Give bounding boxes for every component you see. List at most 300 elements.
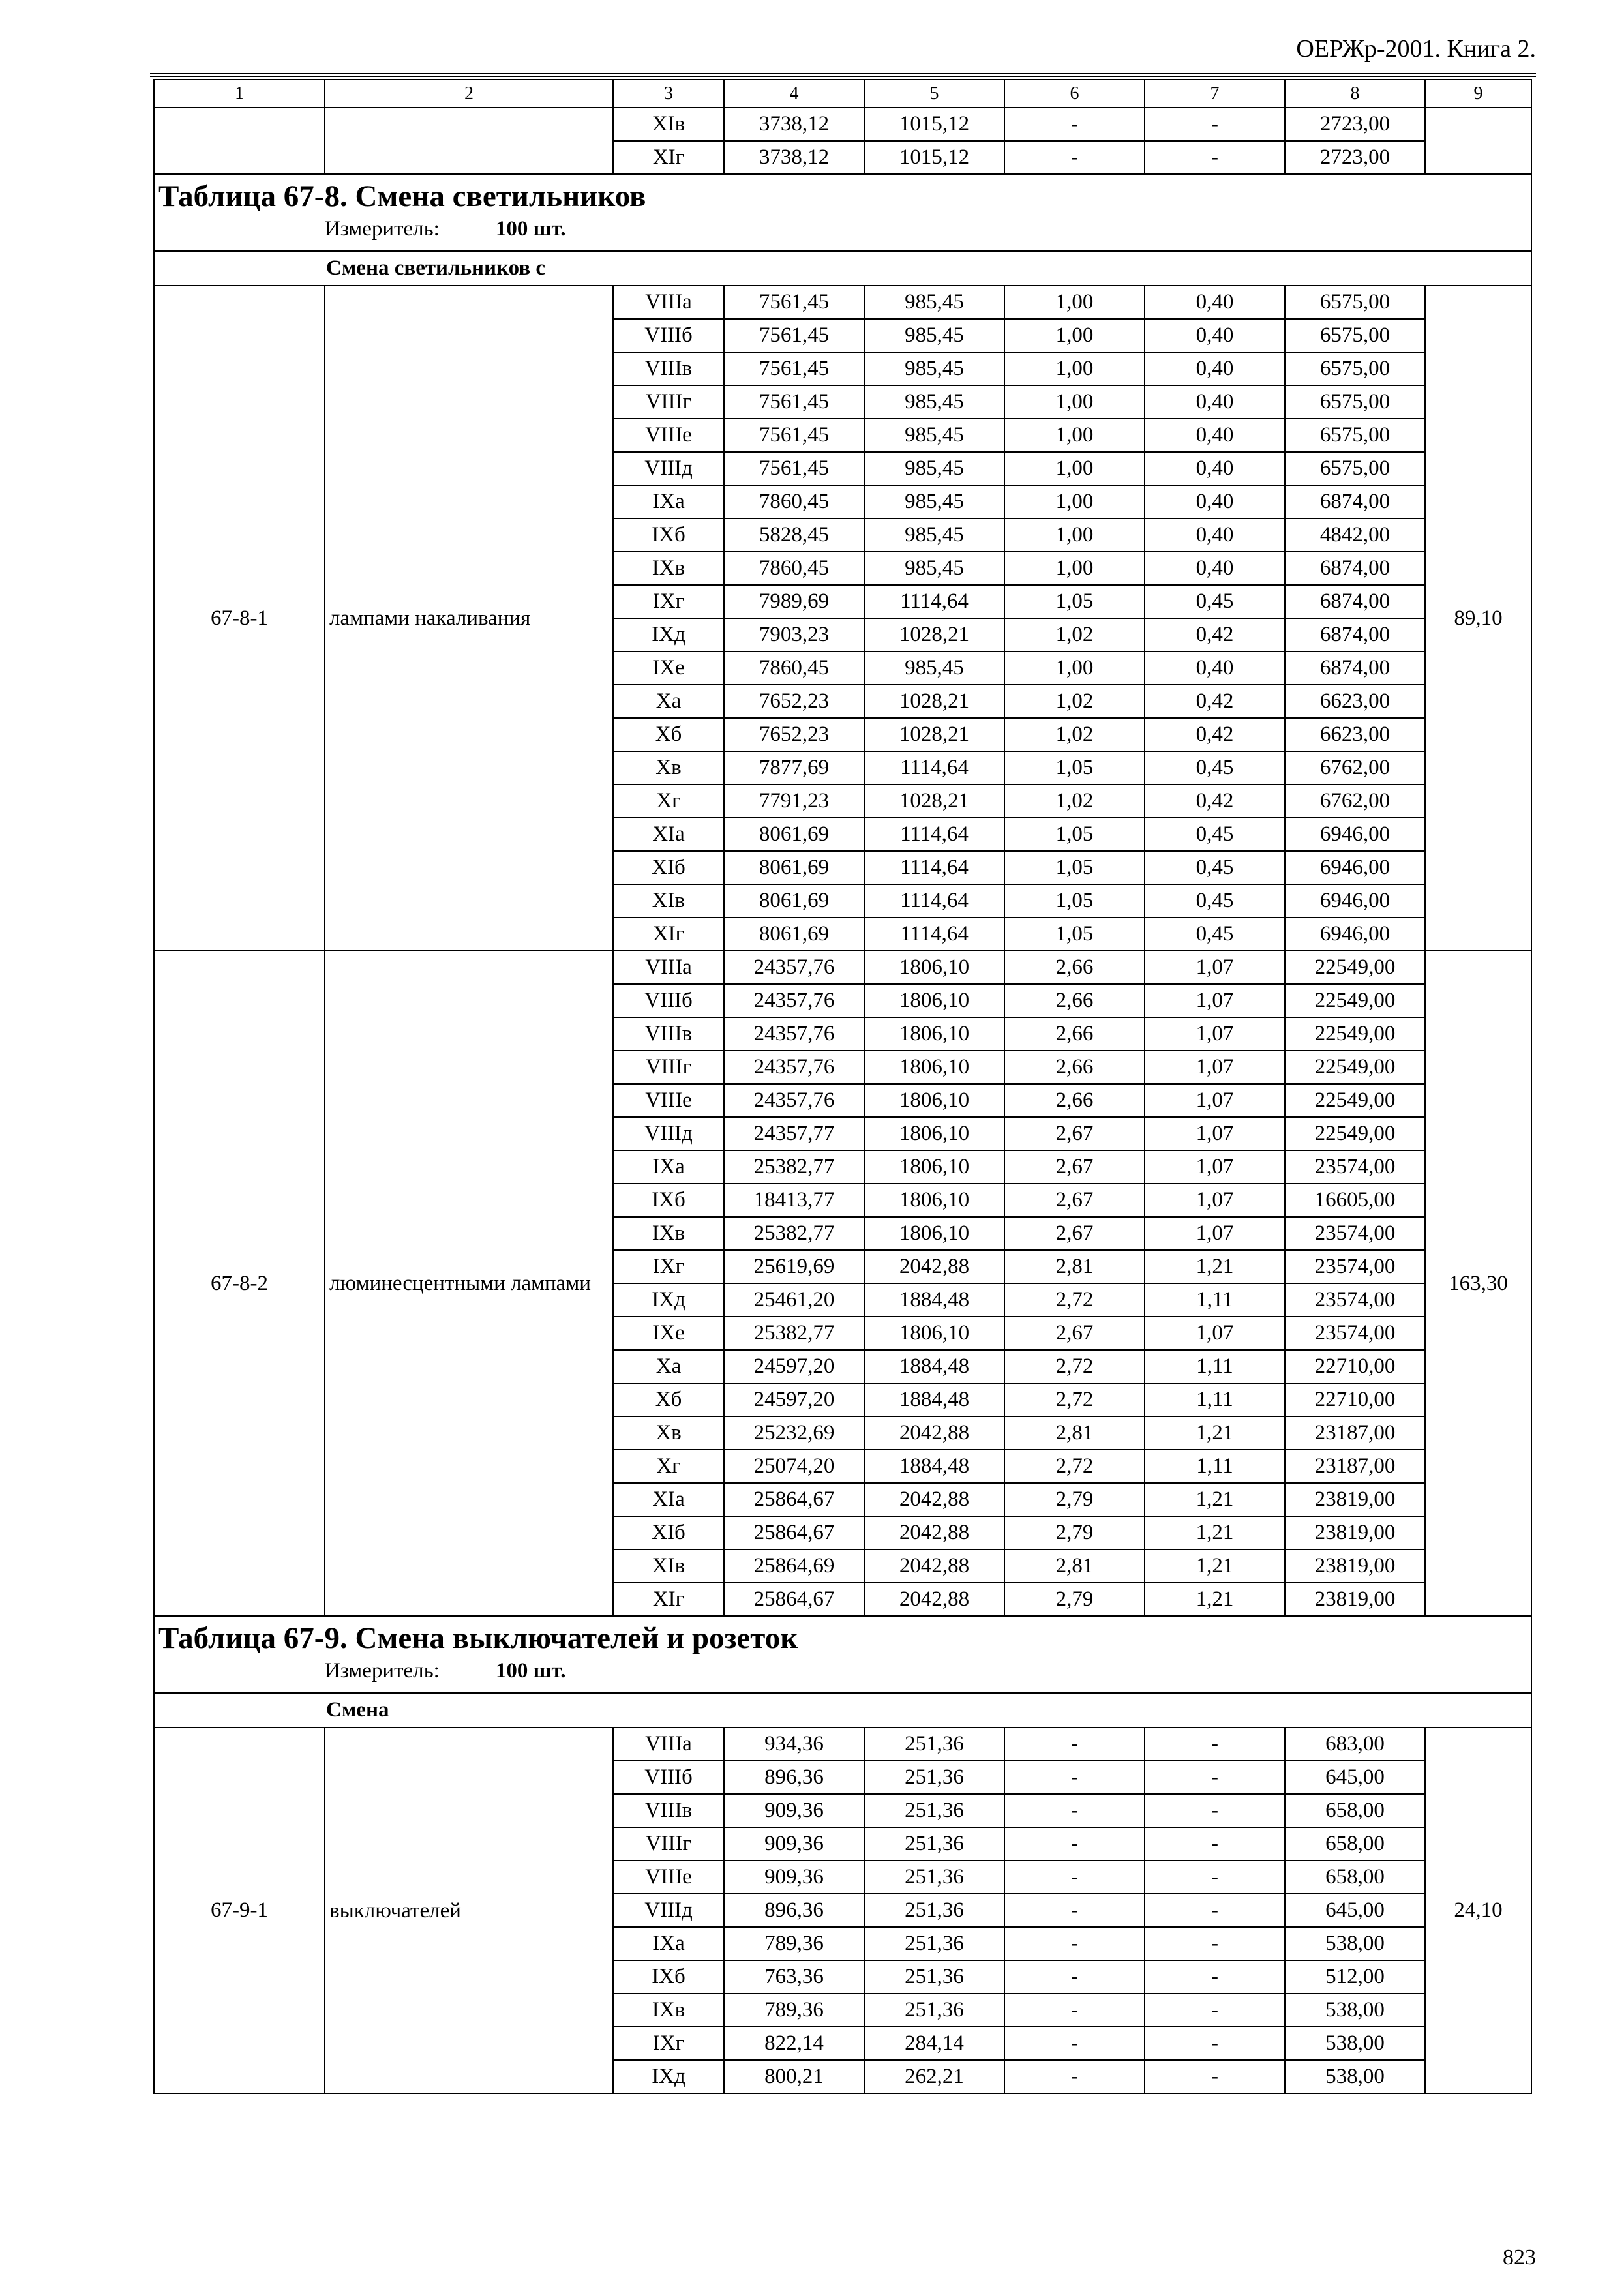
value-cell-c6: 2,81 bbox=[1004, 1549, 1145, 1583]
zone-cell: VIIIг bbox=[613, 385, 724, 419]
value-cell-c6: 2,72 bbox=[1004, 1350, 1145, 1383]
value-cell-c6: 2,66 bbox=[1004, 951, 1145, 984]
value-cell-c6: - bbox=[1004, 1794, 1145, 1827]
value-cell-c8: 6575,00 bbox=[1285, 385, 1425, 419]
value-cell-c6: 1,05 bbox=[1004, 884, 1145, 918]
value-cell-c8: 6575,00 bbox=[1285, 319, 1425, 352]
column-number: 5 bbox=[864, 80, 1004, 108]
value-cell-c4: 24357,76 bbox=[724, 984, 864, 1017]
subheading: Смена bbox=[154, 1693, 1531, 1728]
value-cell-c8: 22710,00 bbox=[1285, 1383, 1425, 1416]
value-cell-c6: 1,02 bbox=[1004, 618, 1145, 651]
value-cell-c6: - bbox=[1004, 141, 1145, 174]
table-67-8-title-cell bbox=[154, 174, 1531, 251]
value-cell-c4: 7561,45 bbox=[724, 319, 864, 352]
value-cell-c4: 24357,76 bbox=[724, 951, 864, 984]
value-cell-c4: 7561,45 bbox=[724, 385, 864, 419]
value-cell-c6: 2,81 bbox=[1004, 1416, 1145, 1450]
value-cell-c4: 7860,45 bbox=[724, 651, 864, 685]
zone-cell: Xв bbox=[613, 751, 724, 785]
value-cell-c6: 1,02 bbox=[1004, 685, 1145, 718]
value-cell-c8: 512,00 bbox=[1285, 1960, 1425, 1994]
value-cell-c8: 6575,00 bbox=[1285, 352, 1425, 385]
value-cell-c6: 2,67 bbox=[1004, 1184, 1145, 1217]
value-cell-c6: - bbox=[1004, 1861, 1145, 1894]
value-cell-c4: 24357,76 bbox=[724, 1051, 864, 1084]
value-cell-c5: 1884,48 bbox=[864, 1350, 1004, 1383]
value-cell-c8: 6874,00 bbox=[1285, 552, 1425, 585]
value-cell-c5: 262,21 bbox=[864, 2060, 1004, 2093]
value-cell-c6: - bbox=[1004, 2060, 1145, 2093]
value-cell-c6: 1,00 bbox=[1004, 485, 1145, 518]
value-cell-c4: 3738,12 bbox=[724, 141, 864, 174]
zone-cell: VIIIа bbox=[613, 1728, 724, 1761]
zone-cell: IXб bbox=[613, 1184, 724, 1217]
column-number: 1 bbox=[154, 80, 325, 108]
zone-cell: IXв bbox=[613, 1994, 724, 2027]
value-cell-c6: 1,00 bbox=[1004, 518, 1145, 552]
zone-cell: IXд bbox=[613, 1283, 724, 1317]
value-cell-c6: - bbox=[1004, 1960, 1145, 1994]
value-cell-c4: 7652,23 bbox=[724, 685, 864, 718]
value-cell-c8: 23819,00 bbox=[1285, 1516, 1425, 1549]
value-cell-c8: 23574,00 bbox=[1285, 1250, 1425, 1283]
value-cell-c8: 23187,00 bbox=[1285, 1450, 1425, 1483]
value-cell-c5: 1806,10 bbox=[864, 951, 1004, 984]
value-cell-c6: 1,05 bbox=[1004, 751, 1145, 785]
value-cell-c4: 25461,20 bbox=[724, 1283, 864, 1317]
value-cell-c5: 2042,88 bbox=[864, 1549, 1004, 1583]
value-cell-c6: 2,72 bbox=[1004, 1283, 1145, 1317]
subheading-row bbox=[154, 1693, 1531, 1728]
value-cell-c6: 2,67 bbox=[1004, 1117, 1145, 1150]
zone-cell: VIIIе bbox=[613, 1861, 724, 1894]
value-cell-c7: 1,07 bbox=[1145, 1217, 1285, 1250]
value-cell-c4: 822,14 bbox=[724, 2027, 864, 2060]
value-cell-c7: - bbox=[1145, 1761, 1285, 1794]
value-cell-c6: 1,05 bbox=[1004, 851, 1145, 884]
unit-of-measure bbox=[325, 218, 1527, 240]
value-cell-c7: 0,45 bbox=[1145, 851, 1285, 884]
value-cell-c7: 1,11 bbox=[1145, 1450, 1285, 1483]
value-cell-c8: 6946,00 bbox=[1285, 884, 1425, 918]
value-cell-c8: 16605,00 bbox=[1285, 1184, 1425, 1217]
value-cell-c5: 985,45 bbox=[864, 552, 1004, 585]
value-cell-c4: 7561,45 bbox=[724, 286, 864, 319]
zone-cell: IXе bbox=[613, 1317, 724, 1350]
value-cell-c5: 985,45 bbox=[864, 651, 1004, 685]
value-cell-c5: 2042,88 bbox=[864, 1250, 1004, 1283]
value-cell-c7: 0,45 bbox=[1145, 918, 1285, 951]
header-rule bbox=[150, 73, 1536, 77]
table-row bbox=[154, 108, 1531, 141]
value-cell-c4: 24357,76 bbox=[724, 1017, 864, 1051]
value-cell-c4: 25619,69 bbox=[724, 1250, 864, 1283]
value-cell-c8: 6762,00 bbox=[1285, 751, 1425, 785]
zone-cell: Xб bbox=[613, 1383, 724, 1416]
column-number: 4 bbox=[724, 80, 864, 108]
item-code: 67-8-2 bbox=[154, 951, 325, 1616]
zone-cell: VIIIд bbox=[613, 1117, 724, 1150]
value-cell-c7: 1,21 bbox=[1145, 1416, 1285, 1450]
value-cell-c5: 1114,64 bbox=[864, 884, 1004, 918]
value-cell-c8: 22549,00 bbox=[1285, 1017, 1425, 1051]
value-cell-c4: 5828,45 bbox=[724, 518, 864, 552]
meter-value: 100 шт. bbox=[495, 1659, 566, 1683]
value-cell-c6: - bbox=[1004, 1927, 1145, 1960]
value-cell-c5: 985,45 bbox=[864, 452, 1004, 485]
value-cell-c7: - bbox=[1145, 2060, 1285, 2093]
value-cell-c6: 1,00 bbox=[1004, 651, 1145, 685]
value-cell-c4: 909,36 bbox=[724, 1861, 864, 1894]
subheading: Смена светильников с bbox=[154, 251, 1531, 286]
value-cell-c5: 1015,12 bbox=[864, 108, 1004, 141]
value-cell-c8: 22549,00 bbox=[1285, 1084, 1425, 1117]
column-number: 3 bbox=[613, 80, 724, 108]
zone-cell: VIIIв bbox=[613, 1794, 724, 1827]
value-cell-c4: 800,21 bbox=[724, 2060, 864, 2093]
value-cell-c8: 658,00 bbox=[1285, 1827, 1425, 1861]
zone-cell: XIв bbox=[613, 1549, 724, 1583]
value-cell-c7: 1,11 bbox=[1145, 1283, 1285, 1317]
value-cell-c6: - bbox=[1004, 2027, 1145, 2060]
value-cell-c7: 0,42 bbox=[1145, 618, 1285, 651]
value-cell-c5: 1114,64 bbox=[864, 918, 1004, 951]
value-cell-c4: 909,36 bbox=[724, 1827, 864, 1861]
value-cell-c6: 2,81 bbox=[1004, 1250, 1145, 1283]
value-cell-c7: 0,40 bbox=[1145, 552, 1285, 585]
value-cell-c8: 6575,00 bbox=[1285, 286, 1425, 319]
value-cell-c5: 1114,64 bbox=[864, 851, 1004, 884]
item-col9: 163,30 bbox=[1425, 951, 1531, 1616]
value-cell-c5: 1028,21 bbox=[864, 685, 1004, 718]
value-cell-c5: 251,36 bbox=[864, 1994, 1004, 2027]
value-cell-c8: 22710,00 bbox=[1285, 1350, 1425, 1383]
value-cell-c6: - bbox=[1004, 1994, 1145, 2027]
value-cell-c8: 22549,00 bbox=[1285, 951, 1425, 984]
value-cell-c4: 25074,20 bbox=[724, 1450, 864, 1483]
value-cell-c8: 4842,00 bbox=[1285, 518, 1425, 552]
value-cell-c7: 1,21 bbox=[1145, 1483, 1285, 1516]
value-cell-c6: 1,02 bbox=[1004, 785, 1145, 818]
zone-cell: Xб bbox=[613, 718, 724, 751]
zone-cell: VIIIв bbox=[613, 1017, 724, 1051]
value-cell-c7: 1,11 bbox=[1145, 1383, 1285, 1416]
value-cell-c5: 251,36 bbox=[864, 1960, 1004, 1994]
zone-cell: IXб bbox=[613, 1960, 724, 1994]
column-number: 8 bbox=[1285, 80, 1425, 108]
value-cell-c8: 23574,00 bbox=[1285, 1283, 1425, 1317]
value-cell-c5: 1806,10 bbox=[864, 1084, 1004, 1117]
value-cell-c5: 251,36 bbox=[864, 1894, 1004, 1927]
meter-label: Измеритель: bbox=[325, 1659, 440, 1683]
value-cell-c4: 7860,45 bbox=[724, 552, 864, 585]
zone-cell: VIIIе bbox=[613, 419, 724, 452]
value-cell-c5: 2042,88 bbox=[864, 1583, 1004, 1616]
value-cell-c6: - bbox=[1004, 1761, 1145, 1794]
value-cell-c4: 25864,67 bbox=[724, 1483, 864, 1516]
zone-cell: VIIIв bbox=[613, 352, 724, 385]
empty-cell bbox=[1425, 108, 1531, 174]
zone-cell: IXд bbox=[613, 2060, 724, 2093]
value-cell-c7: - bbox=[1145, 141, 1285, 174]
value-cell-c8: 2723,00 bbox=[1285, 141, 1425, 174]
value-cell-c4: 7877,69 bbox=[724, 751, 864, 785]
unit-of-measure bbox=[325, 1660, 1527, 1682]
value-cell-c6: - bbox=[1004, 108, 1145, 141]
value-cell-c6: 2,66 bbox=[1004, 1017, 1145, 1051]
value-cell-c8: 6946,00 bbox=[1285, 818, 1425, 851]
value-cell-c4: 7860,45 bbox=[724, 485, 864, 518]
value-cell-c5: 2042,88 bbox=[864, 1483, 1004, 1516]
value-cell-c7: 0,45 bbox=[1145, 751, 1285, 785]
table-67-8-title-row bbox=[154, 174, 1531, 251]
value-cell-c7: 1,07 bbox=[1145, 951, 1285, 984]
value-cell-c8: 538,00 bbox=[1285, 2027, 1425, 2060]
value-cell-c6: 1,00 bbox=[1004, 419, 1145, 452]
value-cell-c5: 985,45 bbox=[864, 352, 1004, 385]
value-cell-c6: 2,66 bbox=[1004, 1084, 1145, 1117]
value-cell-c5: 1806,10 bbox=[864, 1051, 1004, 1084]
value-cell-c7: - bbox=[1145, 1861, 1285, 1894]
value-cell-c7: 1,07 bbox=[1145, 1084, 1285, 1117]
value-cell-c8: 22549,00 bbox=[1285, 984, 1425, 1017]
value-cell-c4: 25864,67 bbox=[724, 1583, 864, 1616]
value-cell-c7: - bbox=[1145, 1927, 1285, 1960]
empty-cell bbox=[154, 108, 325, 174]
value-cell-c4: 896,36 bbox=[724, 1894, 864, 1927]
value-cell-c4: 909,36 bbox=[724, 1794, 864, 1827]
value-cell-c4: 18413,77 bbox=[724, 1184, 864, 1217]
value-cell-c7: 1,07 bbox=[1145, 984, 1285, 1017]
value-cell-c6: 2,66 bbox=[1004, 984, 1145, 1017]
value-cell-c4: 7791,23 bbox=[724, 785, 864, 818]
value-cell-c8: 6946,00 bbox=[1285, 851, 1425, 884]
value-cell-c8: 23574,00 bbox=[1285, 1150, 1425, 1184]
zone-cell: VIIIа bbox=[613, 286, 724, 319]
value-cell-c6: 2,66 bbox=[1004, 1051, 1145, 1084]
value-cell-c5: 985,45 bbox=[864, 385, 1004, 419]
zone-cell: VIIIе bbox=[613, 1084, 724, 1117]
zone-cell: IXв bbox=[613, 552, 724, 585]
zone-cell: IXг bbox=[613, 585, 724, 618]
zone-cell: XIа bbox=[613, 818, 724, 851]
value-cell-c5: 1806,10 bbox=[864, 1150, 1004, 1184]
value-cell-c4: 3738,12 bbox=[724, 108, 864, 141]
value-cell-c7: - bbox=[1145, 108, 1285, 141]
value-cell-c5: 1028,21 bbox=[864, 618, 1004, 651]
value-cell-c5: 1806,10 bbox=[864, 1117, 1004, 1150]
value-cell-c7: 0,42 bbox=[1145, 718, 1285, 751]
zone-cell: IXг bbox=[613, 1250, 724, 1283]
value-cell-c7: 0,45 bbox=[1145, 884, 1285, 918]
value-cell-c8: 22549,00 bbox=[1285, 1117, 1425, 1150]
value-cell-c7: 0,40 bbox=[1145, 385, 1285, 419]
value-cell-c5: 985,45 bbox=[864, 518, 1004, 552]
page-number: 823 bbox=[1503, 2245, 1536, 2269]
zone-cell: Xг bbox=[613, 1450, 724, 1483]
value-cell-c7: 1,07 bbox=[1145, 1051, 1285, 1084]
zone-cell: XIб bbox=[613, 1516, 724, 1549]
item-code: 67-8-1 bbox=[154, 286, 325, 951]
value-cell-c5: 985,45 bbox=[864, 286, 1004, 319]
value-cell-c6: 2,72 bbox=[1004, 1383, 1145, 1416]
value-cell-c5: 1884,48 bbox=[864, 1383, 1004, 1416]
value-cell-c5: 1114,64 bbox=[864, 585, 1004, 618]
value-cell-c5: 1028,21 bbox=[864, 718, 1004, 751]
value-cell-c4: 7652,23 bbox=[724, 718, 864, 751]
table-title: Таблица 67-9. Смена выключателей и розеток bbox=[158, 1621, 798, 1655]
value-cell-c6: - bbox=[1004, 1827, 1145, 1861]
value-cell-c4: 24357,77 bbox=[724, 1117, 864, 1150]
value-cell-c4: 25382,77 bbox=[724, 1317, 864, 1350]
zone-cell: Xг bbox=[613, 785, 724, 818]
price-table bbox=[153, 79, 1532, 2094]
value-cell-c8: 23819,00 bbox=[1285, 1583, 1425, 1616]
zone-cell: Xа bbox=[613, 685, 724, 718]
value-cell-c7: - bbox=[1145, 1894, 1285, 1927]
value-cell-c7: - bbox=[1145, 2027, 1285, 2060]
value-cell-c4: 7903,23 bbox=[724, 618, 864, 651]
value-cell-c8: 645,00 bbox=[1285, 1894, 1425, 1927]
value-cell-c5: 251,36 bbox=[864, 1761, 1004, 1794]
item-name: люминесцентными лампами bbox=[325, 951, 613, 1616]
value-cell-c8: 22549,00 bbox=[1285, 1051, 1425, 1084]
value-cell-c8: 658,00 bbox=[1285, 1861, 1425, 1894]
value-cell-c7: 1,21 bbox=[1145, 1516, 1285, 1549]
zone-cell: VIIIб bbox=[613, 1761, 724, 1794]
column-number: 7 bbox=[1145, 80, 1285, 108]
value-cell-c6: 1,00 bbox=[1004, 385, 1145, 419]
column-number-row bbox=[154, 80, 1531, 108]
value-cell-c7: - bbox=[1145, 1827, 1285, 1861]
value-cell-c7: 0,40 bbox=[1145, 286, 1285, 319]
value-cell-c5: 1015,12 bbox=[864, 141, 1004, 174]
value-cell-c8: 23819,00 bbox=[1285, 1549, 1425, 1583]
value-cell-c4: 25232,69 bbox=[724, 1416, 864, 1450]
value-cell-c4: 8061,69 bbox=[724, 851, 864, 884]
value-cell-c7: 1,07 bbox=[1145, 1150, 1285, 1184]
zone-cell: VIIIд bbox=[613, 1894, 724, 1927]
value-cell-c5: 1884,48 bbox=[864, 1283, 1004, 1317]
value-cell-c4: 7561,45 bbox=[724, 352, 864, 385]
zone-cell: XIв bbox=[613, 884, 724, 918]
zone-cell: XIв bbox=[613, 108, 724, 141]
zone-cell: IXа bbox=[613, 1150, 724, 1184]
value-cell-c7: - bbox=[1145, 1960, 1285, 1994]
table-title: Таблица 67-8. Смена светильников bbox=[158, 179, 646, 213]
zone-cell: XIг bbox=[613, 1583, 724, 1616]
zone-cell: IXд bbox=[613, 618, 724, 651]
value-cell-c8: 23574,00 bbox=[1285, 1317, 1425, 1350]
value-cell-c4: 24597,20 bbox=[724, 1350, 864, 1383]
value-cell-c7: 0,40 bbox=[1145, 518, 1285, 552]
zone-cell: VIIIг bbox=[613, 1051, 724, 1084]
value-cell-c4: 763,36 bbox=[724, 1960, 864, 1994]
value-cell-c4: 25864,67 bbox=[724, 1516, 864, 1549]
item-code: 67-9-1 bbox=[154, 1728, 325, 2093]
zone-cell: XIг bbox=[613, 918, 724, 951]
value-cell-c6: - bbox=[1004, 1894, 1145, 1927]
zone-cell: VIIIг bbox=[613, 1827, 724, 1861]
value-cell-c4: 24357,76 bbox=[724, 1084, 864, 1117]
value-cell-c6: 1,00 bbox=[1004, 352, 1145, 385]
value-cell-c7: 0,45 bbox=[1145, 818, 1285, 851]
value-cell-c7: 1,11 bbox=[1145, 1350, 1285, 1383]
value-cell-c4: 934,36 bbox=[724, 1728, 864, 1761]
value-cell-c6: 1,00 bbox=[1004, 286, 1145, 319]
value-cell-c5: 1114,64 bbox=[864, 751, 1004, 785]
zone-cell: Xа bbox=[613, 1350, 724, 1383]
value-cell-c7: - bbox=[1145, 1994, 1285, 2027]
value-cell-c5: 251,36 bbox=[864, 1927, 1004, 1960]
empty-cell bbox=[325, 108, 613, 174]
value-cell-c7: 1,21 bbox=[1145, 1583, 1285, 1616]
value-cell-c8: 6575,00 bbox=[1285, 452, 1425, 485]
value-cell-c8: 6623,00 bbox=[1285, 718, 1425, 751]
value-cell-c7: 0,40 bbox=[1145, 352, 1285, 385]
value-cell-c5: 1806,10 bbox=[864, 1017, 1004, 1051]
value-cell-c8: 2723,00 bbox=[1285, 108, 1425, 141]
value-cell-c4: 789,36 bbox=[724, 1994, 864, 2027]
value-cell-c8: 683,00 bbox=[1285, 1728, 1425, 1761]
value-cell-c6: 1,05 bbox=[1004, 818, 1145, 851]
value-cell-c8: 23819,00 bbox=[1285, 1483, 1425, 1516]
zone-cell: VIIIа bbox=[613, 951, 724, 984]
value-cell-c8: 6575,00 bbox=[1285, 419, 1425, 452]
value-cell-c6: 2,67 bbox=[1004, 1217, 1145, 1250]
value-cell-c4: 7989,69 bbox=[724, 585, 864, 618]
value-cell-c5: 1806,10 bbox=[864, 1217, 1004, 1250]
zone-cell: VIIIд bbox=[613, 452, 724, 485]
table-67-9-title-row bbox=[154, 1616, 1531, 1693]
value-cell-c4: 25382,77 bbox=[724, 1217, 864, 1250]
zone-cell: XIг bbox=[613, 141, 724, 174]
value-cell-c7: 0,40 bbox=[1145, 651, 1285, 685]
meter-label: Измеритель: bbox=[325, 217, 440, 241]
table-row bbox=[154, 286, 1531, 319]
zone-cell: IXв bbox=[613, 1217, 724, 1250]
item-name: лампами накаливания bbox=[325, 286, 613, 951]
zone-cell: Xв bbox=[613, 1416, 724, 1450]
value-cell-c6: 2,79 bbox=[1004, 1516, 1145, 1549]
value-cell-c8: 6874,00 bbox=[1285, 618, 1425, 651]
value-cell-c7: 1,07 bbox=[1145, 1117, 1285, 1150]
value-cell-c8: 6946,00 bbox=[1285, 918, 1425, 951]
value-cell-c8: 6874,00 bbox=[1285, 651, 1425, 685]
value-cell-c6: 1,00 bbox=[1004, 319, 1145, 352]
value-cell-c7: 0,45 bbox=[1145, 585, 1285, 618]
value-cell-c6: 1,05 bbox=[1004, 918, 1145, 951]
table-row bbox=[154, 1728, 1531, 1761]
value-cell-c8: 645,00 bbox=[1285, 1761, 1425, 1794]
document-header: ОЕРЖр-2001. Книга 2. bbox=[1296, 35, 1536, 63]
value-cell-c7: 0,42 bbox=[1145, 685, 1285, 718]
value-cell-c5: 985,45 bbox=[864, 419, 1004, 452]
value-cell-c6: 2,79 bbox=[1004, 1483, 1145, 1516]
value-cell-c5: 251,36 bbox=[864, 1861, 1004, 1894]
value-cell-c7: 0,40 bbox=[1145, 419, 1285, 452]
column-number: 9 bbox=[1425, 80, 1531, 108]
meter-value: 100 шт. bbox=[495, 217, 566, 241]
value-cell-c5: 985,45 bbox=[864, 485, 1004, 518]
zone-cell: IXе bbox=[613, 651, 724, 685]
value-cell-c7: 1,21 bbox=[1145, 1250, 1285, 1283]
value-cell-c6: - bbox=[1004, 1728, 1145, 1761]
value-cell-c7: 1,07 bbox=[1145, 1317, 1285, 1350]
value-cell-c8: 658,00 bbox=[1285, 1794, 1425, 1827]
value-cell-c6: 2,67 bbox=[1004, 1317, 1145, 1350]
